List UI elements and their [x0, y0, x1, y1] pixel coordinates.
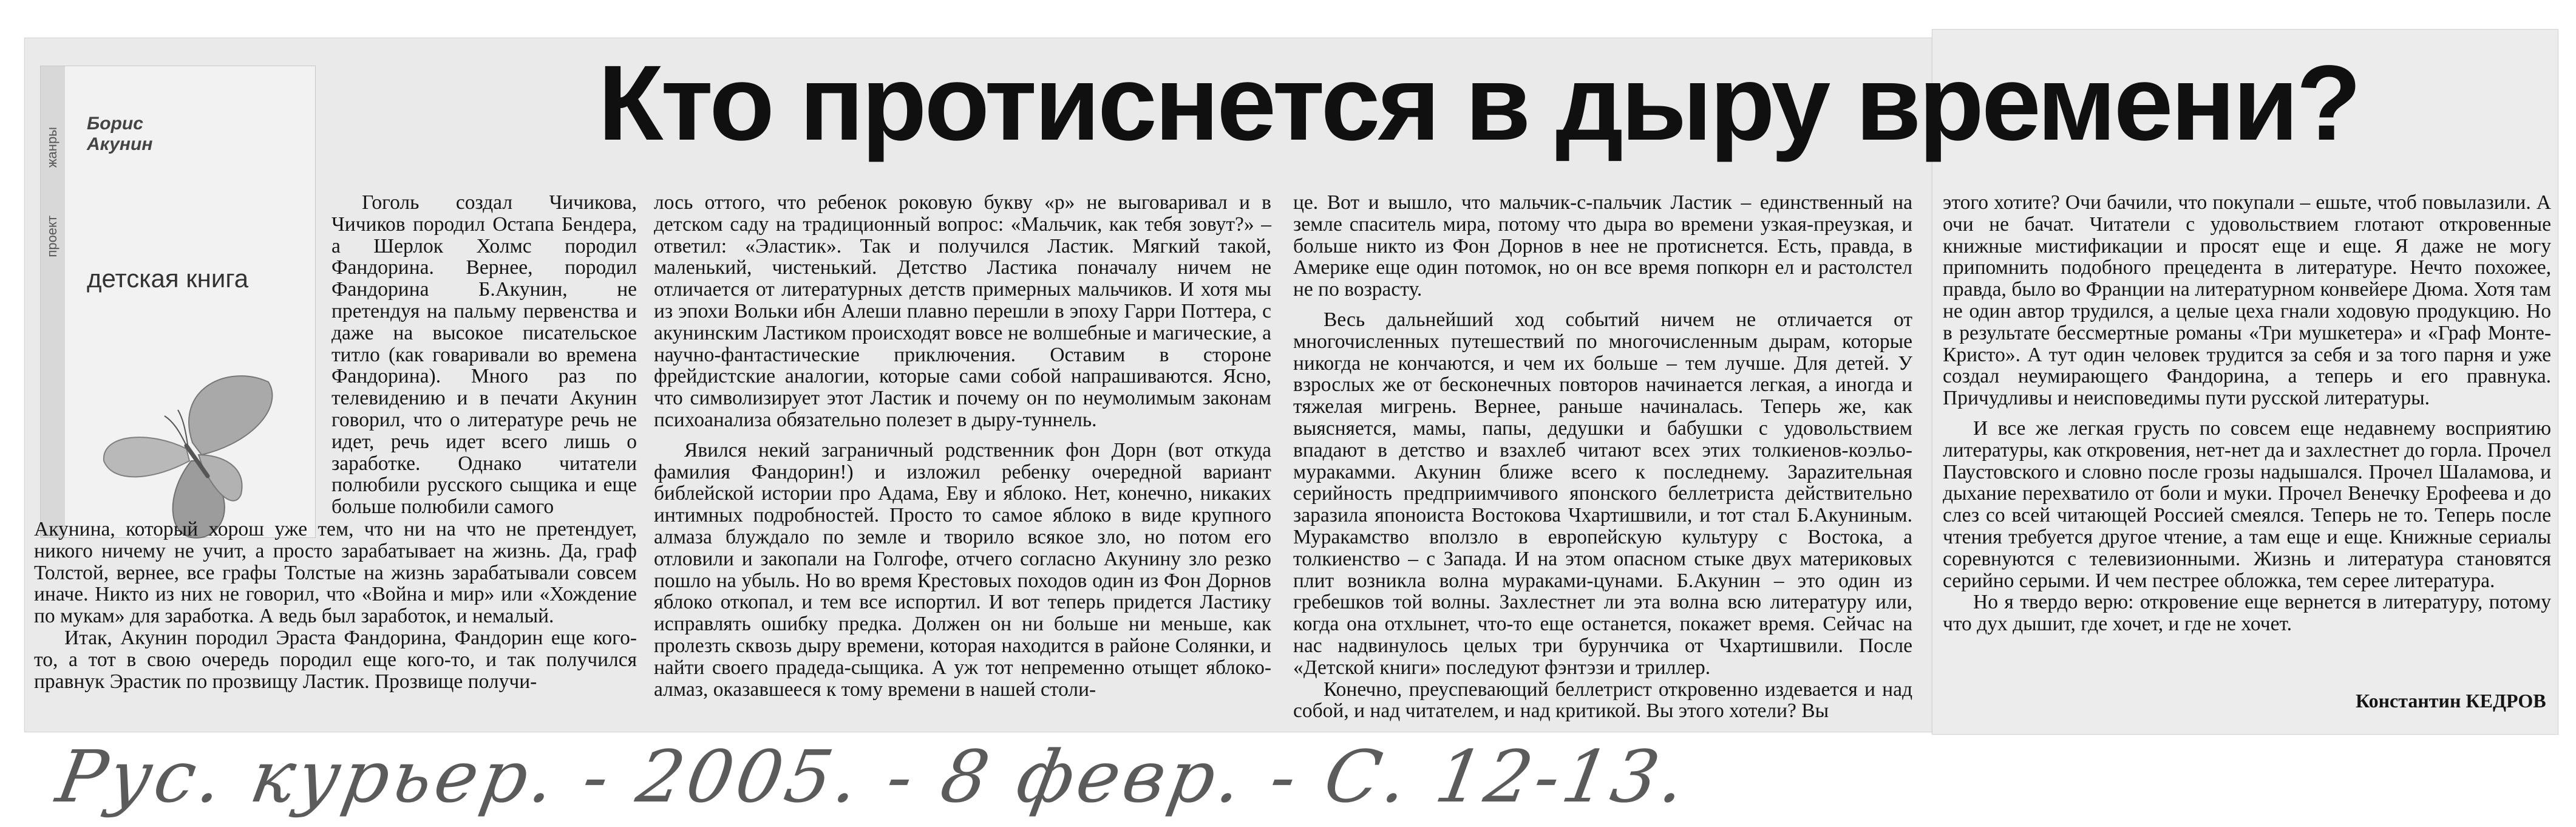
article-paragraph: Акунина, который хорош уже тем, что ни на что не претендует, никого ничему не учит, а просто зарабатывает на жизнь. Да, граф Толстой, вернее, все графы Толстые на жизнь зарабатывали совсем иначе. Никто из них не говорил, что «Война и мир» или «Хождение по мукам» для заработка. А ведь был заработок, и немалый.	[34, 518, 637, 628]
article-column-1-wide	[34, 519, 637, 692]
article-paragraph: лось оттого, что ребенок роковую букву «р» не выговаривал и в детском саду на традиционный вопрос: «Мальчик, как тебя зовут?» – ответил: «Эластик». Так и получился Ластик. Мягкий такой, маленький, чистенький. Детство Ластика поначалу ничем не отличается от литературных детств примерных мальчиков. И хотя мы из эпохи Вольки ибн Алеши плавно перешли в эпоху Гарри Поттера, с акунинским Ластиком происходят вовсе не волшебные и магические, а научно-фантастические приключения. Оставим в стороне фрейдистские аналогии, которые сами собой напрашиваются. Ясно, что символизирует этот Ластик и почему он по неумолимым законам психоанализа обязательно полезет в дыру-туннель.	[654, 191, 1271, 431]
article-paragraph: Весь дальнейший ход событий ничем не отличается от многочисленных путешествий по многочисленным дырам, которые никогда не кончаются, и чем их больше – тем лучше. Для детей. У взрослых же от бесконечных повторов начинается легкая, а иногда и тяжелая мигрень. Вернее, раньше начиналась. Теперь же, как выясняется, мамы, папы, дедушки и бабушки с удовольствием впадают в детство и взахлеб читают всех этих толкиенов-коэльо-муракамми. Акунин ближе всего к последнему. Зарazительная серийность предприимчивого японского беллетриста действительно заразила японоиста Востокова Чхартишвили, и тот стал Б.Акуниным. Муракамство вползло в европейскую культуру с Востока, а толкиенство – с Запада. И на этом опасном стыке двух материковых плит возникла волна мураками-цунами. Б.Акунин – это один из гребешков той волны. Захлестнет ли эта волна всю литературу или, когда она отхлынет, что-то еще останется, покажет время. Сейчас на нас надвинулось целых три бурунчика от Чхартишвили. После «Детской книги» последуют фэнтэзи и триллер.	[1293, 308, 1912, 679]
cover-project-label: проект	[44, 216, 59, 257]
cover-author-first-name: Борис	[87, 114, 143, 134]
article-column-1	[331, 192, 637, 518]
cover-author-last-name: Акунин	[87, 134, 153, 154]
article-column-3	[1293, 192, 1912, 722]
article-paragraph: Гоголь создал Чичикова, Чичиков породил Остапа Бендера, а Шерлок Холмс породил Фандорина. Вернее, породил Фандорина Б.Акунин, не претендуя на пальму первенства и даже на высокое писательское титло (как говаривали во времена Фандорина). Много раз по телевидению и в печати Акунин говорил, что о литературе речь не идет, речь идет всего лишь о заработке. Однако читатели полюбили русского сыщика и еще больше полюбили самого	[331, 191, 637, 519]
article-headline: Кто протиснется в дыру времени?	[598, 44, 2359, 163]
book-cover	[40, 66, 316, 538]
article-paragraph: И все же легкая грусть по совсем еще недавнему восприятию литературы, как откровения, нет-нет да и захлестнет до горла. Прочел Паустовского и словно после грозы надышался. Прочел Шаламова, и дыхание перехватило от боли и муки. Прочел Венечку Ерофеева и до слез со всей читающей Россией смеялся. Теперь не то. Теперь после чтения требуется другое чтение, а там еще и еще. Книжные сериалы соревнуются с телевизионными. Жизнь и литература становятся серийно серыми. И чем пестрее обложка, тем серее литература.	[1943, 417, 2551, 592]
article-paragraph: этого хотите? Очи бачили, что покупали – ешьте, чтоб повылазили. А очи не бачат. Читатели с удовольствием глотают откровенные книжные мистификации и просят еще и еще. Я даже не могу припомнить подобного прецедента в литературе. Нечто похожее, правда, было во Франции на литературном конвейере Дюма. Хотя там не один автор трудился, а целые цеха гнали ходовую продукцию. Но в результате бессмертные романы «Три мушкетера» и «Граф Монте-Кристо». А тут один человек трудится за себя и за того парня и уже создал неумирающего Фандорина, а теперь и его правнука. Причудливы и неисповедимы пути русской литературы.	[1943, 191, 2551, 410]
article-paragraph: Конечно, преуспевающий беллетрист откровенно издевается и над собой, и над читателем, и над критикой. Вы этого хотели? Вы	[1293, 678, 1912, 723]
author-byline: Константин КЕДРОВ	[2356, 690, 2546, 712]
cover-series-title: детская книга	[87, 264, 249, 293]
handwritten-citation: Рус. курьер. - 2005. - 8 февр. - С. 12-13.	[50, 735, 1696, 818]
article-paragraph: Явился некий заграничный родственник фон Дорн (вот откуда фамилия Фандорин!) и изложил ребенку очередной вариант библейской истории про Адама, Еву и яблоко. Нет, конечно, никаких интимных подробностей. Просто то самое яблоко в виде крупного алмаза блуждало по земле и творило всякое зло, но потом его отловили и закопали на Голгофе, отчего согласно Акунину зло резко пошло на убыль. Но во время Крестовых походов один из Фон Дорнов яблоко откопал, и тем все испортил. И вот теперь придется Ластику исправлять ошибку предка. Должен он ни больше ни меньше, как пролезть сквозь дыру времени, которая находится в районе Солянки, и найти своего прадеда-сыщика. А уж тот непременно отыщет яблоко-алмаз, оказавшееся к тому времени в нашей столи-	[654, 438, 1271, 701]
article-column-2	[654, 192, 1271, 700]
article-paragraph: це. Вот и вышло, что мальчик-с-пальчик Ластик – единственный на земле спаситель мира, потому что дыра во времени узкая-преузкая, и больше никто из Фон Дорнов в нее не протиснется. Есть, правда, в Америке еще один потомок, но он все время попкорн ел и растолстел не по возрасту.	[1293, 191, 1912, 301]
cover-author	[87, 114, 178, 155]
article-paragraph: Но я твердо верю: откровение еще вернется в литературу, потому что дух дышит, где хочет, и где не хочет.	[1943, 591, 2551, 636]
article-column-4	[1943, 192, 2551, 635]
article-paragraph: Итак, Акунин породил Эраста Фандорина, Фандорин еще кого-то, а тот в свою очередь породил еще кого-то, и так получился правнук Эрастик по прозвищу Ластик. Прозвище получи-	[34, 626, 637, 693]
cover-genre-label: жанры	[44, 127, 59, 168]
